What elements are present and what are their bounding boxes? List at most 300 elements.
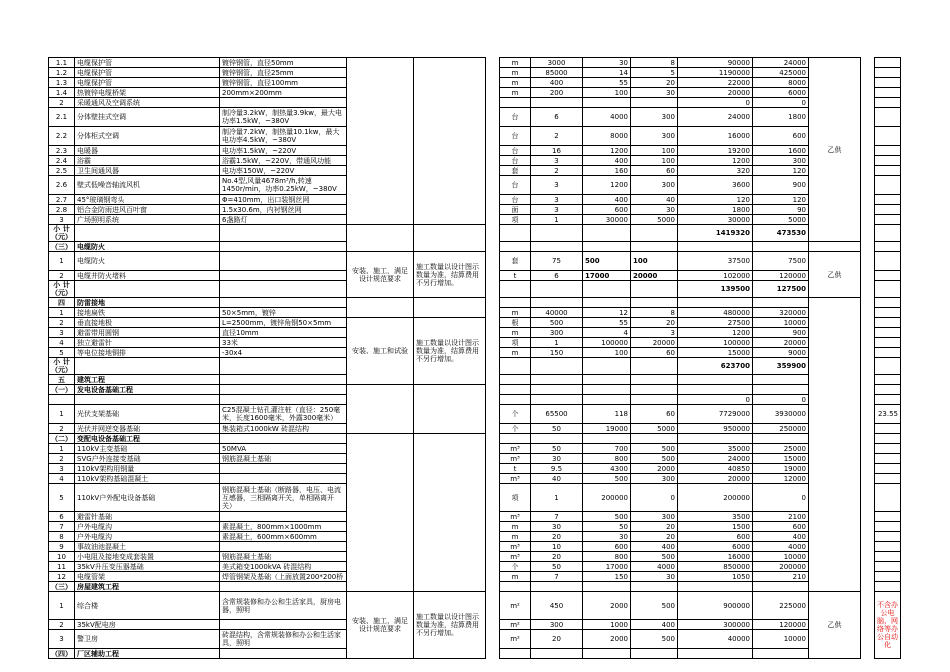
unit-cell: 台	[500, 108, 531, 127]
spacer-cell	[486, 385, 500, 395]
spacer-cell	[486, 281, 500, 298]
requirement-cell	[347, 385, 414, 434]
unit-cell: m²	[500, 630, 531, 649]
total2-cell: 120000	[753, 271, 809, 281]
qty-cell: 3000	[531, 58, 583, 68]
total2-cell: 120000	[753, 620, 809, 630]
spacer-cell	[861, 166, 875, 176]
row-title: 发电设备基础工程	[75, 385, 220, 395]
total2-cell: 4000	[753, 542, 809, 552]
spacer-cell	[486, 195, 500, 205]
row-number: （二）	[49, 434, 75, 444]
item-name: 事故油池混凝土	[75, 542, 220, 552]
price1-cell: 14	[583, 68, 631, 78]
price2-cell: 60	[631, 348, 678, 358]
side-cell	[875, 454, 901, 464]
total2-cell: 900	[753, 176, 809, 195]
spec-cell: 制冷量3.2kW，制热量3.9kw，最大电功率1.5kW，~380V	[220, 108, 347, 127]
spacer-cell	[861, 630, 875, 649]
total1-cell: 1419320	[678, 225, 753, 242]
item-name: 光伏支架基础	[75, 405, 220, 424]
total1-cell: 40850	[678, 464, 753, 474]
spec-cell: Φ=410mm，出口装钢丝网	[220, 195, 347, 205]
price2-cell	[631, 649, 678, 659]
item-name: 户外电缆沟	[75, 522, 220, 532]
side-cell	[875, 215, 901, 225]
qty-cell: 30	[531, 454, 583, 464]
price1-cell: 500	[583, 252, 631, 271]
price2-cell: 5000	[631, 424, 678, 434]
qty-cell: 16	[531, 146, 583, 156]
unit-cell: m³	[500, 542, 531, 552]
unit-cell	[500, 582, 531, 592]
item-number: 2.5	[49, 166, 75, 176]
qty-cell: 6	[531, 108, 583, 127]
price2-cell: 300	[631, 474, 678, 484]
price1-cell: 500	[583, 474, 631, 484]
table-row	[49, 225, 901, 242]
total1-cell	[678, 242, 753, 252]
item-name: 避雷带用圆钢	[75, 328, 220, 338]
total2-cell: 19000	[753, 464, 809, 474]
side-cell	[875, 358, 901, 375]
qty-cell: 6	[531, 271, 583, 281]
price1-cell: 8000	[583, 127, 631, 146]
unit-cell: m³	[500, 512, 531, 522]
item-name: 分体壁挂式空调	[75, 108, 220, 127]
price1-cell: 160	[583, 166, 631, 176]
spacer-cell	[861, 405, 875, 424]
item-number: 2.1	[49, 108, 75, 127]
qty-cell: 450	[531, 592, 583, 620]
item-name: 电缆保护管	[75, 68, 220, 78]
row-number: （三）	[49, 242, 75, 252]
item-number: 2.6	[49, 176, 75, 195]
total2-cell	[753, 242, 809, 252]
total1-cell: 15000	[678, 348, 753, 358]
total2-cell: 200000	[753, 562, 809, 572]
qty-cell: 50	[531, 444, 583, 454]
total1-cell: 102000	[678, 271, 753, 281]
unit-cell: m	[500, 308, 531, 318]
side-cell	[875, 318, 901, 328]
qty-cell: 3	[531, 205, 583, 215]
item-name: 电缆保护管	[75, 78, 220, 88]
total2-cell: 0	[753, 395, 809, 405]
unit-cell: 面	[500, 205, 531, 215]
qty-cell: 20	[531, 630, 583, 649]
unit-cell: m³	[500, 474, 531, 484]
qty-cell: 150	[531, 348, 583, 358]
table-row	[49, 592, 901, 620]
qty-cell	[531, 225, 583, 242]
item-number: 7	[49, 522, 75, 532]
price2-cell	[631, 358, 678, 375]
unit-cell: m	[500, 68, 531, 78]
price1-cell: 2000	[583, 592, 631, 620]
requirement-cell: 安装、施工和试验	[347, 318, 414, 385]
price1-cell	[583, 281, 631, 298]
spacer-cell	[486, 474, 500, 484]
unit-cell: 台	[500, 127, 531, 146]
spacer-cell	[861, 582, 875, 592]
unit-cell: m²	[500, 620, 531, 630]
unit-cell	[500, 385, 531, 395]
side-cell	[875, 127, 901, 146]
spec-cell	[220, 281, 347, 298]
spacer-cell	[486, 146, 500, 156]
unit-cell: 项	[500, 215, 531, 225]
supply-cell: 乙供	[809, 58, 861, 242]
spacer-cell	[486, 522, 500, 532]
price1-cell	[583, 98, 631, 108]
total2-cell: 10000	[753, 630, 809, 649]
spacer-cell	[861, 68, 875, 78]
item-number: 2.2	[49, 127, 75, 146]
row-title: 建筑工程	[75, 375, 220, 385]
spacer-cell	[486, 592, 500, 620]
row-title: 变配电设备基础工程	[75, 434, 220, 444]
spacer-cell	[486, 464, 500, 474]
total1-cell: 1200	[678, 156, 753, 166]
row-number: （四）	[49, 649, 75, 659]
item-name: 45°玻璃钢弯头	[75, 195, 220, 205]
price2-cell: 30	[631, 572, 678, 582]
price1-cell	[583, 242, 631, 252]
total2-cell: 210	[753, 572, 809, 582]
price1-cell: 55	[583, 318, 631, 328]
unit-cell: 个	[500, 405, 531, 424]
spec-cell: 50×5mm，镀锌	[220, 308, 347, 318]
price1-cell	[583, 395, 631, 405]
qty-cell: 200	[531, 88, 583, 98]
spacer-cell	[861, 108, 875, 127]
price1-cell: 800	[583, 454, 631, 464]
price2-cell: 8	[631, 308, 678, 318]
total2-cell: 90	[753, 205, 809, 215]
item-number: 2	[49, 318, 75, 328]
row-title: 电缆防火	[75, 242, 220, 252]
side-cell	[875, 444, 901, 454]
total1-cell	[678, 298, 753, 308]
spacer-cell	[861, 318, 875, 328]
price2-cell: 60	[631, 166, 678, 176]
spec-cell	[220, 385, 347, 395]
spec-cell	[220, 375, 347, 385]
price1-cell: 19000	[583, 424, 631, 434]
total1-cell: 480000	[678, 308, 753, 318]
item-number: 2.8	[49, 205, 75, 215]
total2-cell: 250000	[753, 424, 809, 434]
requirement-cell: 安装、施工，满足设计规范要求	[347, 252, 414, 298]
price1-cell: 1000	[583, 620, 631, 630]
spacer-cell	[486, 205, 500, 215]
side-cell	[875, 68, 901, 78]
unit-cell: m	[500, 522, 531, 532]
side-cell	[875, 572, 901, 582]
price1-cell: 17000	[583, 271, 631, 281]
side-cell	[875, 464, 901, 474]
price2-cell: 500	[631, 444, 678, 454]
spacer-cell	[486, 78, 500, 88]
side-cell	[875, 552, 901, 562]
spec-cell: 镀锌钢管，直径25mm	[220, 68, 347, 78]
unit-cell: m	[500, 78, 531, 88]
spacer-cell	[486, 620, 500, 630]
side-cell	[875, 252, 901, 271]
item-number: 11	[49, 562, 75, 572]
total2-cell: 425000	[753, 68, 809, 78]
item-name: 等电位接地铜排	[75, 348, 220, 358]
spacer-cell	[486, 252, 500, 271]
qty-cell: 20	[531, 532, 583, 542]
spec-cell	[220, 474, 347, 484]
spacer-cell	[861, 298, 875, 308]
total1-cell: 3600	[678, 176, 753, 195]
spec-cell	[220, 542, 347, 552]
item-name: 壁式低噪音轴流风机	[75, 176, 220, 195]
side-cell	[875, 108, 901, 127]
item-name: 垂直接地极	[75, 318, 220, 328]
total1-cell: 0	[678, 98, 753, 108]
price1-cell: 100	[583, 88, 631, 98]
price2-cell	[631, 281, 678, 298]
total2-cell: 12000	[753, 474, 809, 484]
item-number: 3	[49, 215, 75, 225]
qty-cell: 300	[531, 620, 583, 630]
unit-cell: 台	[500, 146, 531, 156]
qty-cell: 400	[531, 78, 583, 88]
spacer-cell	[486, 484, 500, 512]
total2-cell: 359900	[753, 358, 809, 375]
item-name: 110kV主变基础	[75, 444, 220, 454]
price1-cell: 600	[583, 542, 631, 552]
spec-cell	[220, 620, 347, 630]
total2-cell: 6000	[753, 88, 809, 98]
row-number: 五	[49, 375, 75, 385]
price2-cell: 20000	[631, 271, 678, 281]
total1-cell: 22000	[678, 78, 753, 88]
spacer-cell	[861, 542, 875, 552]
unit-cell: 套	[500, 166, 531, 176]
note-cell	[414, 298, 486, 318]
qty-cell	[531, 242, 583, 252]
total1-cell: 90000	[678, 58, 753, 68]
spacer-cell	[861, 58, 875, 68]
spec-cell: 33米	[220, 338, 347, 348]
unit-cell	[500, 225, 531, 242]
item-number: 8	[49, 532, 75, 542]
item-number: 10	[49, 552, 75, 562]
unit-cell: m³	[500, 454, 531, 464]
qty-cell: 2	[531, 127, 583, 146]
item-number: 3	[49, 630, 75, 649]
price2-cell: 400	[631, 542, 678, 552]
unit-cell: m	[500, 532, 531, 542]
price1-cell: 400	[583, 195, 631, 205]
spec-cell: 含常规装修和办公和生活家具，厨房电器，照明	[220, 592, 347, 620]
side-cell	[875, 395, 901, 405]
spec-cell	[220, 395, 347, 405]
row-number: 四	[49, 298, 75, 308]
item-number: 5	[49, 348, 75, 358]
qty-cell	[531, 375, 583, 385]
total1-cell: 623700	[678, 358, 753, 375]
total2-cell	[753, 298, 809, 308]
total1-cell: 139500	[678, 281, 753, 298]
total1-cell: 27500	[678, 318, 753, 328]
spec-cell: 制冷量7.2kW，制热量10.1kw，最大电功率4.5kW，~380V	[220, 127, 347, 146]
spacer-cell	[861, 620, 875, 630]
total1-cell: 1800	[678, 205, 753, 215]
price2-cell: 40	[631, 195, 678, 205]
price1-cell: 1200	[583, 176, 631, 195]
side-cell	[875, 242, 901, 252]
price2-cell: 4000	[631, 562, 678, 572]
table-row	[49, 252, 901, 271]
spacer-cell	[486, 176, 500, 195]
total1-cell: 35000	[678, 444, 753, 454]
item-number: 2	[49, 454, 75, 464]
spacer-cell	[486, 215, 500, 225]
total2-cell	[753, 434, 809, 444]
spacer-cell	[861, 271, 875, 281]
item-name: 警卫房	[75, 630, 220, 649]
price2-cell: 5000	[631, 215, 678, 225]
spacer-cell	[486, 68, 500, 78]
spec-cell	[220, 271, 347, 281]
spec-cell: 美式箱变1000kVA 砖混结构	[220, 562, 347, 572]
spacer-cell	[486, 405, 500, 424]
qty-cell: 65500	[531, 405, 583, 424]
price2-cell	[631, 434, 678, 444]
unit-cell: 个	[500, 424, 531, 434]
row-title	[75, 281, 220, 298]
price2-cell: 500	[631, 454, 678, 464]
item-number: 4	[49, 338, 75, 348]
price2-cell: 60	[631, 405, 678, 424]
total1-cell: 3500	[678, 512, 753, 522]
spec-cell: 200mm×200mm	[220, 88, 347, 98]
side-cell	[875, 156, 901, 166]
spacer-cell	[486, 58, 500, 68]
spec-cell: 集装箱式1000kW 砖混结构	[220, 424, 347, 434]
price1-cell: 500	[583, 512, 631, 522]
spec-cell: C25混凝土钻孔灌注桩（直径：250毫米，长度1600毫米，外露300毫米）	[220, 405, 347, 424]
spacer-cell	[861, 88, 875, 98]
spacer-cell	[486, 542, 500, 552]
unit-cell	[500, 434, 531, 444]
price2-cell: 500	[631, 630, 678, 649]
spacer-cell	[486, 562, 500, 572]
side-cell	[875, 195, 901, 205]
spec-cell: 6盏路灯	[220, 215, 347, 225]
total2-cell: 25000	[753, 444, 809, 454]
item-name: 110kV户外配电设备基础	[75, 484, 220, 512]
qty-cell: 40	[531, 474, 583, 484]
spec-cell	[220, 252, 347, 271]
price2-cell: 300	[631, 127, 678, 146]
price2-cell: 300	[631, 512, 678, 522]
item-name: 光伏并网逆变器基础	[75, 424, 220, 434]
total1-cell: 40000	[678, 630, 753, 649]
price2-cell: 500	[631, 552, 678, 562]
spacer-cell	[486, 454, 500, 464]
spacer-cell	[486, 630, 500, 649]
total1-cell: 16000	[678, 127, 753, 146]
item-name: 铝合金防雨进风百叶窗	[75, 205, 220, 215]
qty-cell	[531, 358, 583, 375]
spacer-cell	[486, 88, 500, 98]
side-cell	[875, 434, 901, 444]
price1-cell: 100000	[583, 338, 631, 348]
side-cell	[875, 78, 901, 88]
unit-cell: 项	[500, 338, 531, 348]
total2-cell: 5000	[753, 215, 809, 225]
qty-cell: 10	[531, 542, 583, 552]
item-number: 4	[49, 474, 75, 484]
total1-cell	[678, 385, 753, 395]
total2-cell: 24000	[753, 58, 809, 68]
item-number: 2.7	[49, 195, 75, 205]
total1-cell: 600	[678, 532, 753, 542]
total1-cell: 20000	[678, 88, 753, 98]
unit-cell: 台	[500, 176, 531, 195]
item-number: 1.4	[49, 88, 75, 98]
spec-cell: L=2500mm，镀锌角钢50×5mm	[220, 318, 347, 328]
total2-cell: 2100	[753, 512, 809, 522]
item-number: 6	[49, 512, 75, 522]
item-name: 浴霸	[75, 156, 220, 166]
requirement-cell: 安装、施工，满足设计规范要求	[347, 592, 414, 659]
spacer-cell	[486, 242, 500, 252]
qty-cell: 300	[531, 328, 583, 338]
spacer-cell	[861, 385, 875, 395]
unit-cell: m	[500, 572, 531, 582]
total1-cell	[678, 582, 753, 592]
table-row	[49, 58, 901, 68]
side-cell	[875, 328, 901, 338]
requirement-cell	[347, 225, 414, 252]
price1-cell	[583, 298, 631, 308]
item-name: 电暖器	[75, 146, 220, 156]
spacer-cell	[861, 176, 875, 195]
unit-cell	[500, 98, 531, 108]
spacer-cell	[861, 78, 875, 88]
item-number: 9	[49, 542, 75, 552]
side-cell: 23.55	[875, 405, 901, 424]
total1-cell: 7729000	[678, 405, 753, 424]
qty-cell: 500	[531, 318, 583, 328]
total2-cell: 120	[753, 195, 809, 205]
price2-cell: 300	[631, 176, 678, 195]
unit-cell	[500, 649, 531, 659]
spacer-cell	[861, 395, 875, 405]
item-name: 35kV升压变压器基础	[75, 562, 220, 572]
spec-cell: 50MVA	[220, 444, 347, 454]
total1-cell	[678, 375, 753, 385]
unit-cell: m	[500, 88, 531, 98]
side-cell	[875, 225, 901, 242]
total2-cell: 3930000	[753, 405, 809, 424]
spacer-cell	[486, 98, 500, 108]
price1-cell	[583, 358, 631, 375]
price2-cell: 100	[631, 156, 678, 166]
total2-cell: 10000	[753, 318, 809, 328]
price2-cell: 2000	[631, 464, 678, 474]
qty-cell	[531, 395, 583, 405]
spec-cell: 镀锌钢管，直径50mm	[220, 58, 347, 68]
